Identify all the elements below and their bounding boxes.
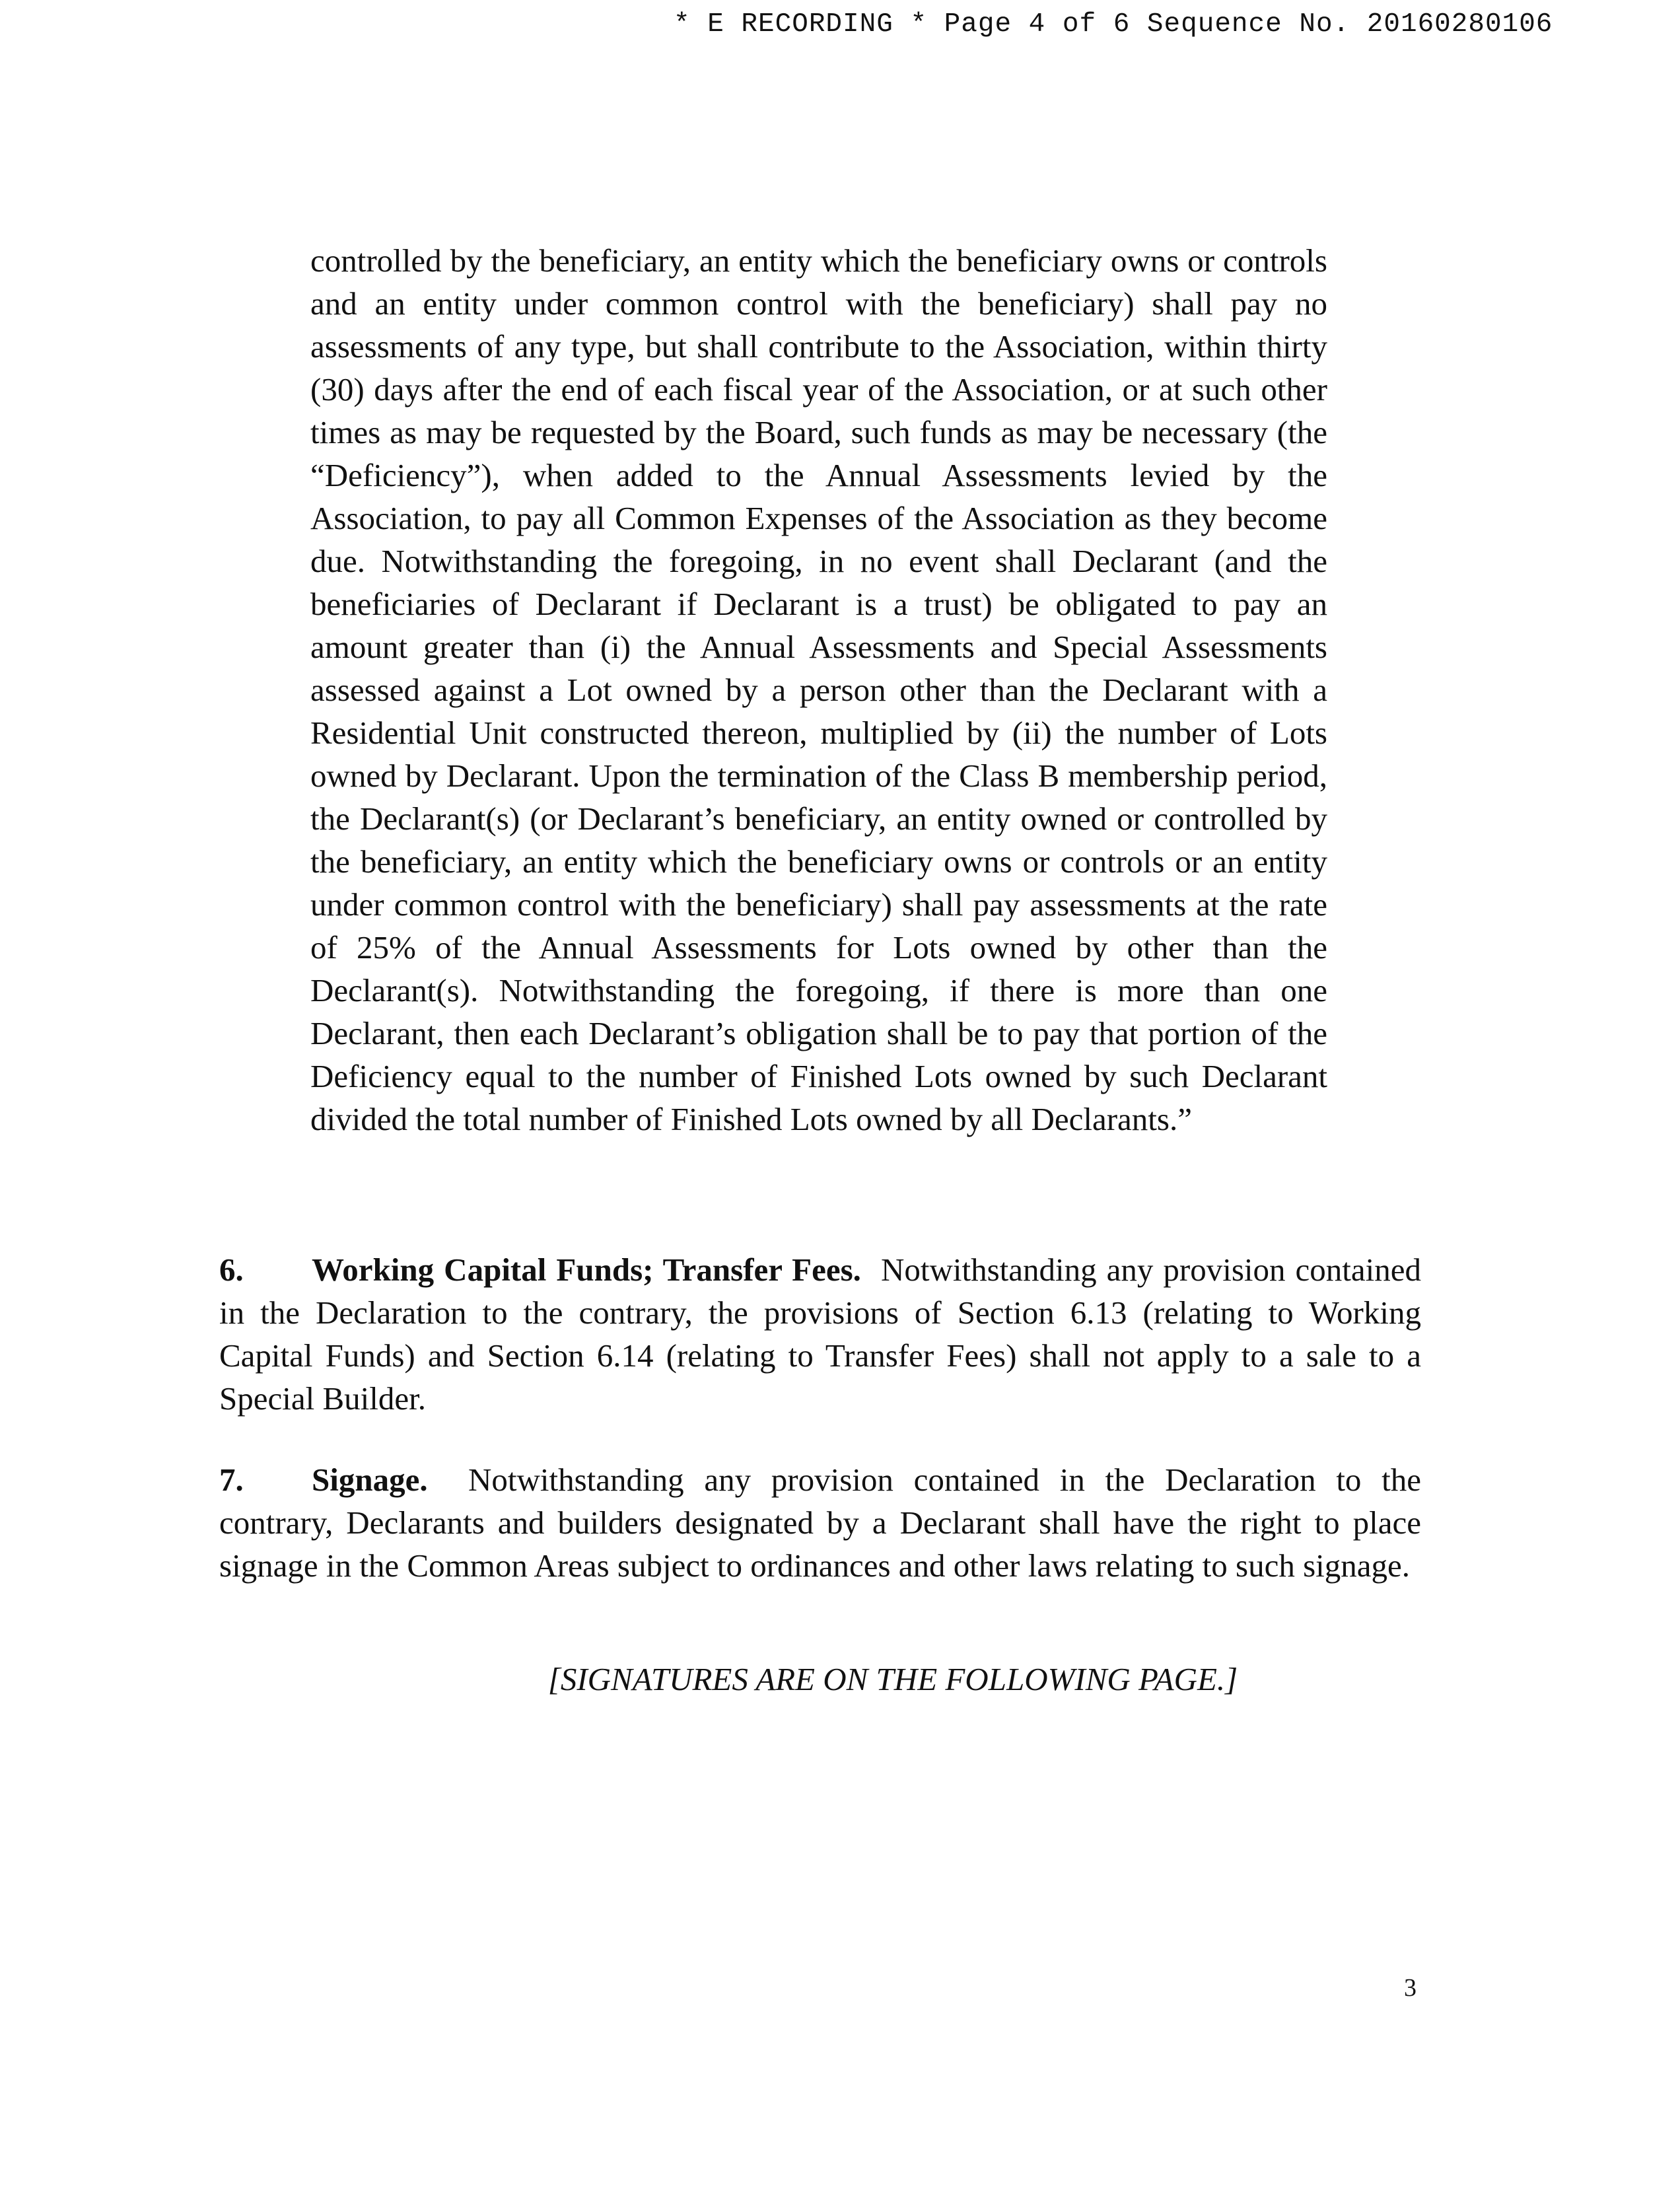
- recording-header: * E RECORDING * Page 4 of 6 Sequence No. 20160280106: [674, 9, 1553, 40]
- section-6-number: 6.: [219, 1252, 244, 1288]
- section-6-title: Working Capital Funds; Transfer Fees.: [312, 1252, 861, 1288]
- section-7-title: Signage.: [312, 1462, 428, 1498]
- continued-paragraph: controlled by the beneficiary, an entity which the beneficiary owns or controls and an entity under common control with the beneficiary) shall pay no assessments of any type, but shall contribute to the Association, within thirty (30) days after the end of each fiscal year of the Association, or at such other times as may be requested by the Board, such funds as may be necessary (the “Deficiency”), when added to the Annual Assessments levied by the Association, to pay all Common Expenses of the Association as they become due. Notwithstanding the foregoing, in no event shall Declarant (and the beneficiaries of Declarant if Declarant is a trust) be obligated to pay an amount greater than (i) the Annual Assessments and Special Assessments assessed against a Lot owned by a person other than the Declarant with a Residential Unit constructed thereon, multiplied by (ii) the number of Lots owned by Declarant. Upon the termination of the Class B membership period, the Declarant(s) (or Declarant’s beneficiary, an entity owned or controlled by the beneficiary, an entity which the beneficiary owns or controls or an entity under common control with the beneficiary) shall pay assessments at the rate of 25% of the Annual Assessments for Lots owned by other than the Declarant(s). Notwithstanding the foregoing, if there is more than one Declarant, then each Declarant’s obligation shall be to pay that portion of the Deficiency equal to the number of Finished Lots owned by such Declarant divided the total number of Finished Lots owned by all Declarants.”: [310, 242, 1327, 1137]
- signatures-note: [SIGNATURES ARE ON THE FOLLOWING PAGE.]: [547, 1661, 1238, 1697]
- section-6: [219, 1248, 1421, 1420]
- section-6-text: Notwithstanding any provision contained in the Declaration to the contrary, the provisions of Section 6.13 (relating to Working Capital Funds) and Section 6.14 (relating to Transfer Fees) shall not apply to a sale to a Special Builder.: [219, 1252, 1422, 1417]
- page-number: 3: [1404, 1974, 1417, 2002]
- section-7: [219, 1458, 1421, 1587]
- section-7-number: 7.: [219, 1462, 244, 1498]
- section-7-text: Notwithstanding any provision contained in the Declaration to the contrary, Declarants and builders designated by a Declarant shall have the right to place signage in the Common Areas subject to ordinances and other laws relating to such signage.: [219, 1462, 1421, 1584]
